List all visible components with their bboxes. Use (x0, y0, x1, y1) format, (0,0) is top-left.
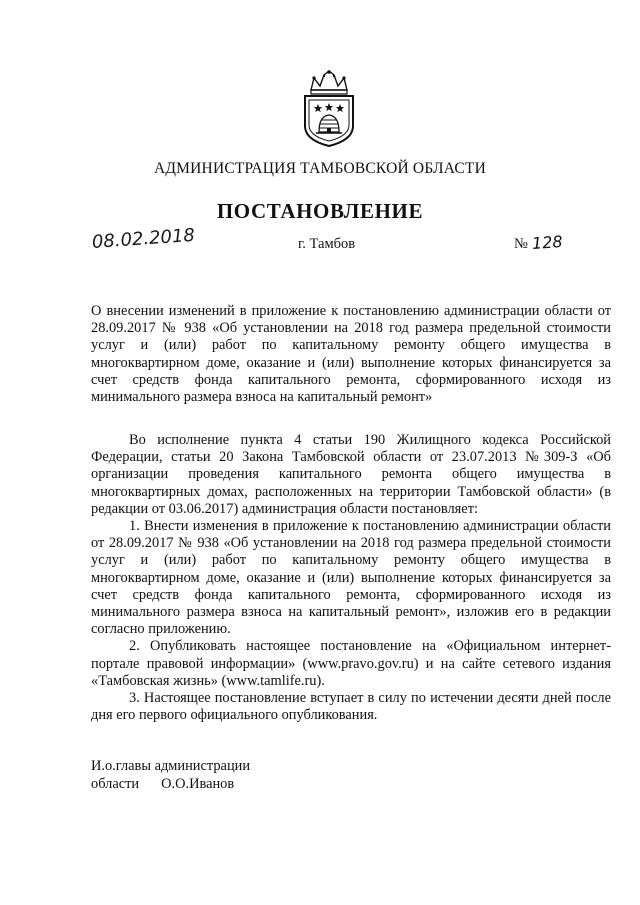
document-number (514, 233, 562, 253)
handwritten-number: 128 (531, 231, 564, 254)
number-sign: № (514, 236, 528, 252)
preamble-paragraph: Во исполнение пункта 4 статьи 190 Жилищного кодекса Российской Федерации, статьи 20 Закона Тамбовской области от 23.07.2013 №309-З «Об организации проведения капитального ремонта общего имущества в многоквартирных домах, расположенных на территории Тамбовской области» (в редакции от 03.06.2017) администрация области постановляет: (91, 432, 611, 517)
handwritten-date: 08.02.2018 (91, 224, 196, 253)
organization-title: АДМИНИСТРАЦИЯ ТАМБОВСКОЙ ОБЛАСТИ (154, 160, 486, 177)
clause-1: 1. Внести изменения в приложение к постановлению администрации области от 28.09.2017 № 938 «Об установлении на 2018 год размера предельной стоимости услуг и (или) работ по капитальному ремонту общего имущества в многоквартирном доме, оказание и (или) выполнение которых финансируется за счет средств фонда капитального ремонта, сформированного исходя из минимального размера взноса на капитальный ремонт», изложив его в редакции согласно приложению. (91, 518, 611, 638)
clause-3: 3. Настоящее постановление вступает в силу по истечении десяти дней после дня его первого официального опубликования. (91, 690, 611, 724)
document-type-heading: ПОСТАНОВЛЕНИЕ (216, 199, 424, 223)
signatory-name: О.О.Иванов (161, 776, 235, 792)
clause-2: 2. Опубликовать настоящее постановление на «Официальном интернет-портале правовой информации» (www.pravo.gov.ru) и на сайте сетевого издания «Тамбовская жизнь» (www.tamlife.ru). (91, 638, 611, 689)
signatory-title-line2: области (91, 776, 140, 792)
document-subject: О внесении изменений в приложение к постановлению администрации области от 28.09.2017 № 938 «Об установлении на 2018 год размера предельной стоимости услуг и (или) работ по капитальному ремонту общего имущества в многоквартирном доме, оказание и (или) выполнение которых финансируется за счет средств фонда капитального ремонта, сформированного исходя из минимального размера взноса на капитальный ремонт» (91, 303, 611, 406)
signature-block (91, 757, 391, 793)
signatory-title-line1: И.о.главы администрации (91, 758, 251, 774)
signatory-line2 (91, 775, 391, 793)
city-label: г. Тамбов (298, 236, 356, 252)
tambov-coat-of-arms-icon (302, 70, 356, 148)
document-body (91, 432, 611, 724)
